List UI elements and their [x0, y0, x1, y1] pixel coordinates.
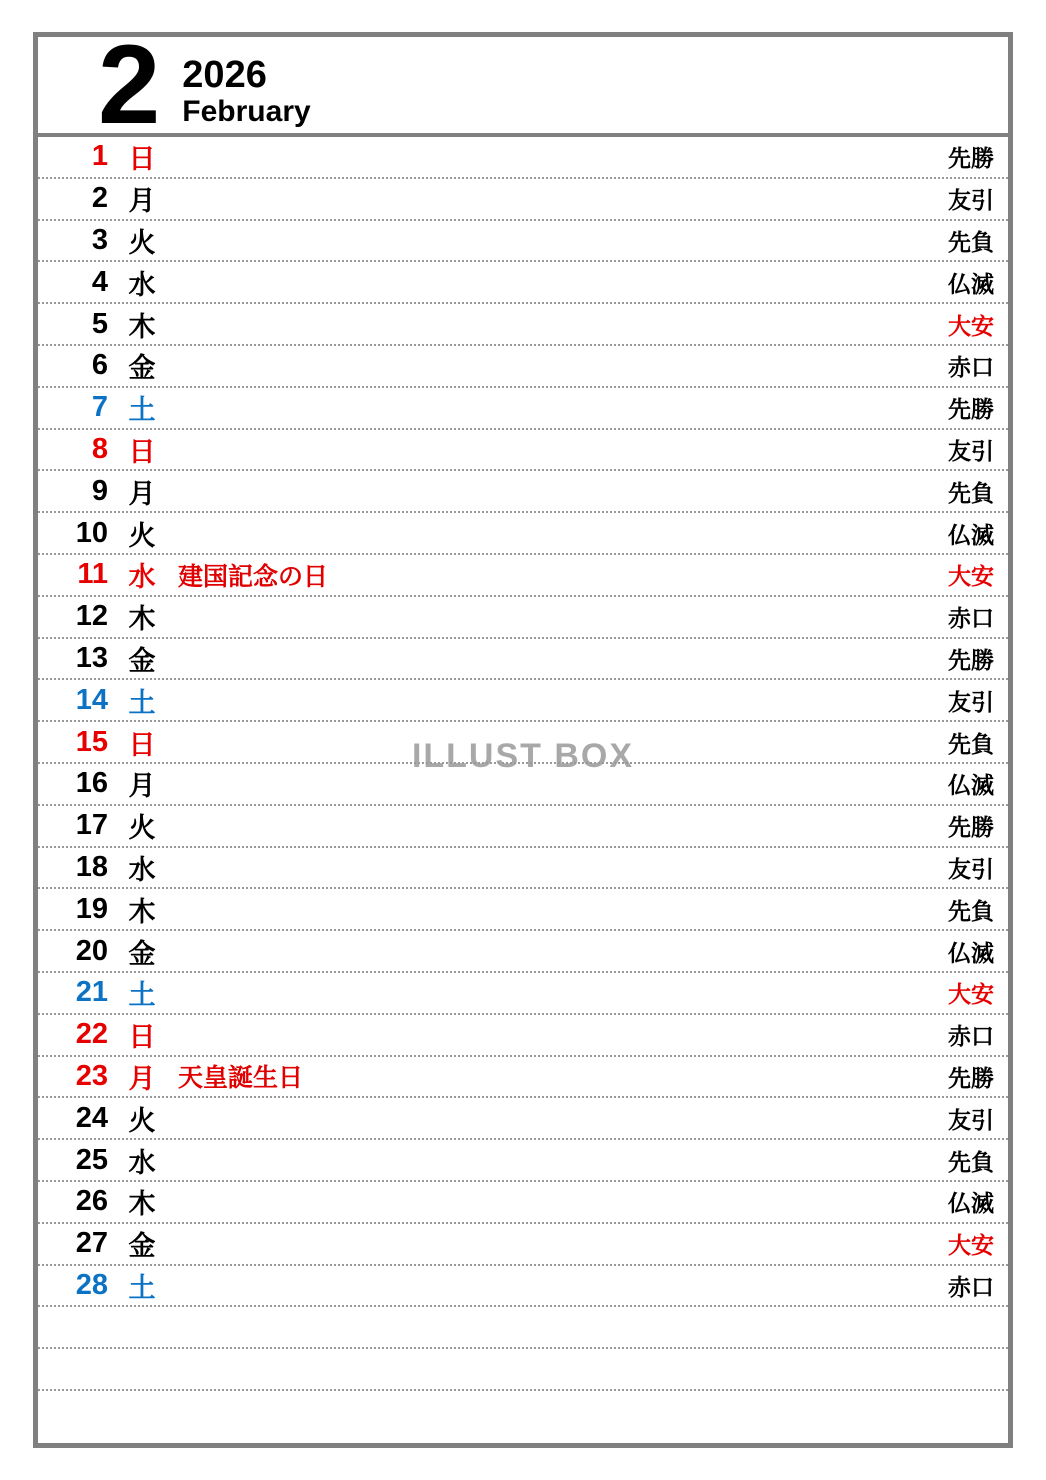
day-row[interactable]: [38, 722, 1008, 764]
day-rokuyo: 先勝: [948, 1064, 994, 1091]
day-weekday: 金: [128, 938, 156, 969]
day-weekday: 木: [128, 1189, 156, 1220]
day-number: 27: [75, 1227, 108, 1260]
day-rokuyo: 仏滅: [948, 772, 994, 799]
day-number: 23: [75, 1059, 108, 1092]
month-number: 2: [98, 22, 159, 148]
day-row[interactable]: [38, 513, 1008, 555]
day-number: 10: [75, 516, 108, 549]
day-number: 21: [75, 976, 108, 1009]
day-number: 13: [75, 641, 108, 674]
day-rokuyo: 先勝: [948, 145, 994, 172]
empty-note-row[interactable]: [38, 1391, 1008, 1433]
day-rokuyo: 大安: [948, 312, 994, 339]
day-weekday: 日: [128, 1022, 156, 1053]
day-number: 16: [75, 767, 108, 800]
day-number: 18: [75, 850, 108, 883]
day-weekday: 火: [128, 1105, 156, 1136]
day-weekday: 金: [128, 353, 156, 384]
day-row[interactable]: [38, 430, 1008, 472]
day-number: 8: [91, 432, 108, 465]
day-row[interactable]: [38, 471, 1008, 513]
day-weekday: 土: [128, 395, 156, 426]
day-number: 17: [75, 809, 108, 842]
day-rokuyo: 仏滅: [948, 1190, 994, 1217]
day-row[interactable]: [38, 1182, 1008, 1224]
day-weekday: 火: [128, 227, 156, 258]
day-weekday: 水: [128, 562, 156, 593]
calendar-page: [33, 22, 1013, 1448]
day-weekday: 月: [128, 1063, 156, 1094]
day-weekday: 金: [128, 645, 156, 676]
day-number: 26: [75, 1185, 108, 1218]
day-row[interactable]: [38, 848, 1008, 890]
day-row[interactable]: [38, 555, 1008, 597]
day-rokuyo: 先負: [948, 1148, 994, 1175]
day-number: 12: [75, 600, 108, 633]
watermark: ILLUST BOX: [411, 737, 635, 775]
day-weekday: 月: [128, 478, 156, 509]
day-weekday: 日: [128, 436, 156, 467]
day-rokuyo: 赤口: [948, 1273, 994, 1300]
empty-note-row[interactable]: [38, 1307, 1008, 1349]
day-number: 1: [91, 140, 108, 173]
day-weekday: 日: [128, 729, 156, 760]
day-list: [38, 137, 1008, 1433]
day-rokuyo: 先負: [948, 228, 994, 255]
day-rokuyo: 友引: [948, 855, 994, 882]
day-weekday: 月: [128, 771, 156, 802]
day-rokuyo: 赤口: [948, 354, 994, 381]
day-rokuyo: 大安: [948, 563, 994, 590]
day-weekday: 金: [128, 1231, 156, 1262]
day-number: 9: [91, 474, 108, 507]
day-rokuyo: 先勝: [948, 396, 994, 423]
day-number: 6: [91, 349, 108, 382]
day-number: 24: [75, 1101, 108, 1134]
day-number: 28: [75, 1268, 108, 1301]
day-row[interactable]: [38, 1098, 1008, 1140]
day-rokuyo: 先負: [948, 730, 994, 757]
day-row[interactable]: [38, 388, 1008, 430]
day-number: 25: [75, 1143, 108, 1176]
month-name-label: February: [182, 94, 311, 128]
day-row[interactable]: [38, 346, 1008, 388]
day-rokuyo: 仏滅: [948, 270, 994, 297]
day-rokuyo: 先勝: [948, 646, 994, 673]
day-weekday: 月: [128, 186, 156, 217]
day-number: 22: [75, 1018, 108, 1051]
day-row[interactable]: [38, 1224, 1008, 1266]
day-row[interactable]: [38, 973, 1008, 1015]
day-number: 15: [75, 725, 108, 758]
day-row[interactable]: [38, 1266, 1008, 1308]
day-number: 19: [75, 892, 108, 925]
day-row[interactable]: [38, 304, 1008, 346]
day-row[interactable]: [38, 931, 1008, 973]
day-number: 14: [75, 683, 108, 716]
day-row[interactable]: [38, 221, 1008, 263]
day-weekday: 木: [128, 604, 156, 635]
day-weekday: 土: [128, 687, 156, 718]
day-weekday: 火: [128, 520, 156, 551]
day-row[interactable]: [38, 1140, 1008, 1182]
day-row[interactable]: [38, 262, 1008, 304]
day-number: 7: [91, 391, 108, 424]
day-rokuyo: 友引: [948, 187, 994, 214]
day-weekday: 木: [128, 896, 156, 927]
day-rokuyo: 大安: [948, 1232, 994, 1259]
day-weekday: 水: [128, 269, 156, 300]
day-rokuyo: 先負: [948, 897, 994, 924]
day-row[interactable]: [38, 806, 1008, 848]
day-row[interactable]: [38, 1057, 1008, 1099]
day-row[interactable]: [38, 889, 1008, 931]
day-rokuyo: 赤口: [948, 605, 994, 632]
day-weekday: 水: [128, 854, 156, 885]
day-rokuyo: 友引: [948, 1106, 994, 1133]
day-number: 20: [75, 934, 108, 967]
day-weekday: 土: [128, 1272, 156, 1303]
day-row[interactable]: [38, 137, 1008, 179]
empty-note-row[interactable]: [38, 1349, 1008, 1391]
day-weekday: 水: [128, 1147, 156, 1178]
day-holiday-label: 建国記念の日: [178, 562, 329, 591]
day-row[interactable]: [38, 179, 1008, 221]
header-title-block: [182, 53, 311, 133]
calendar-header: [38, 22, 1008, 148]
day-number: 2: [91, 182, 108, 215]
year-label: 2026: [182, 53, 267, 96]
day-rokuyo: 友引: [948, 437, 994, 464]
day-rokuyo: 仏滅: [948, 939, 994, 966]
day-rokuyo: 赤口: [948, 1023, 994, 1050]
day-row[interactable]: [38, 639, 1008, 681]
day-number: 11: [77, 558, 108, 591]
day-weekday: 日: [128, 144, 156, 175]
day-rokuyo: 仏滅: [948, 521, 994, 548]
day-weekday: 木: [128, 311, 156, 342]
day-row[interactable]: [38, 680, 1008, 722]
day-rokuyo: 大安: [948, 981, 994, 1008]
day-number: 5: [91, 307, 108, 340]
day-rokuyo: 先勝: [948, 814, 994, 841]
day-row[interactable]: [38, 764, 1008, 806]
day-row[interactable]: [38, 1015, 1008, 1057]
day-holiday-label: 天皇誕生日: [178, 1064, 304, 1093]
day-rokuyo: 友引: [948, 688, 994, 715]
day-number: 3: [91, 223, 108, 256]
day-weekday: 土: [128, 980, 156, 1011]
day-rokuyo: 先負: [948, 479, 994, 506]
day-row[interactable]: [38, 597, 1008, 639]
day-weekday: 火: [128, 813, 156, 844]
day-number: 4: [91, 265, 108, 298]
